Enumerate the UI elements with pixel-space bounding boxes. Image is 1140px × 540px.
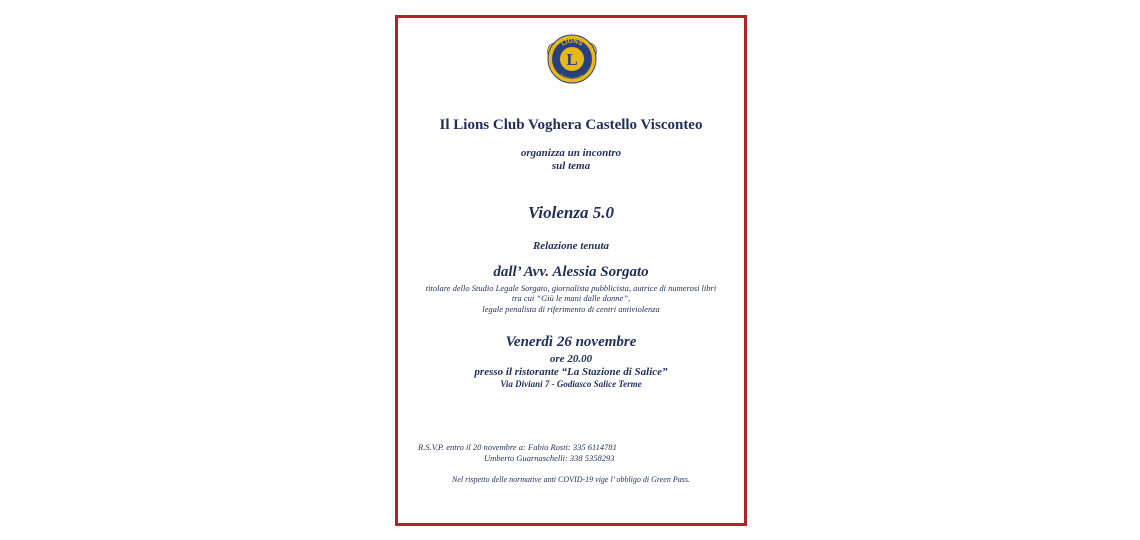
invitation-card [395,15,747,526]
speaker-name: dall’ Avv. Alessia Sorgato [493,264,649,280]
logo-bottom-text: INTERNATIONAL [558,73,586,82]
event-address: Via Diviani 7 - Godiasco Salice Terme [500,379,642,389]
speaker-description-line-1: titolare dello Studio Legale Sorgato, giornalista pubblicista, autrice di numerosi libri [425,283,717,293]
speaker-description-line-3: legale penalista di riferimento di centri antiviolenza [482,304,660,314]
speaker-description-line-2: tra cui “Giù le mani dalle donne”, [511,293,631,303]
covid-notice: Nel rispetto delle normative anti COVID-19 vige l’ obbligo di Green Pass. [452,475,690,484]
logo-top-text: LIONS [560,37,584,48]
event-date: Venerdì 26 novembre [505,334,637,350]
lions-club-logo-icon [544,31,600,87]
rsvp-line-2: Umberto Guarnaschelli: 338 5358293 [484,453,615,463]
event-topic: Violenza 5.0 [528,203,614,222]
event-venue: presso il ristorante “La Stazione di Salice” [474,366,668,378]
event-time: ore 20.00 [549,353,593,365]
organizes-line-2: sul tema [551,160,591,172]
relation-label: Relazione tenuta [532,240,610,252]
club-title: Il Lions Club Voghera Castello Visconteo [439,117,703,133]
logo-letter: L [566,50,578,69]
organizes-line-1: organizza un incontro [520,147,622,159]
rsvp-line-1: R.S.V.P. entro il 20 novembre a: Fabio Rosti: 335 6114781 [418,442,617,452]
